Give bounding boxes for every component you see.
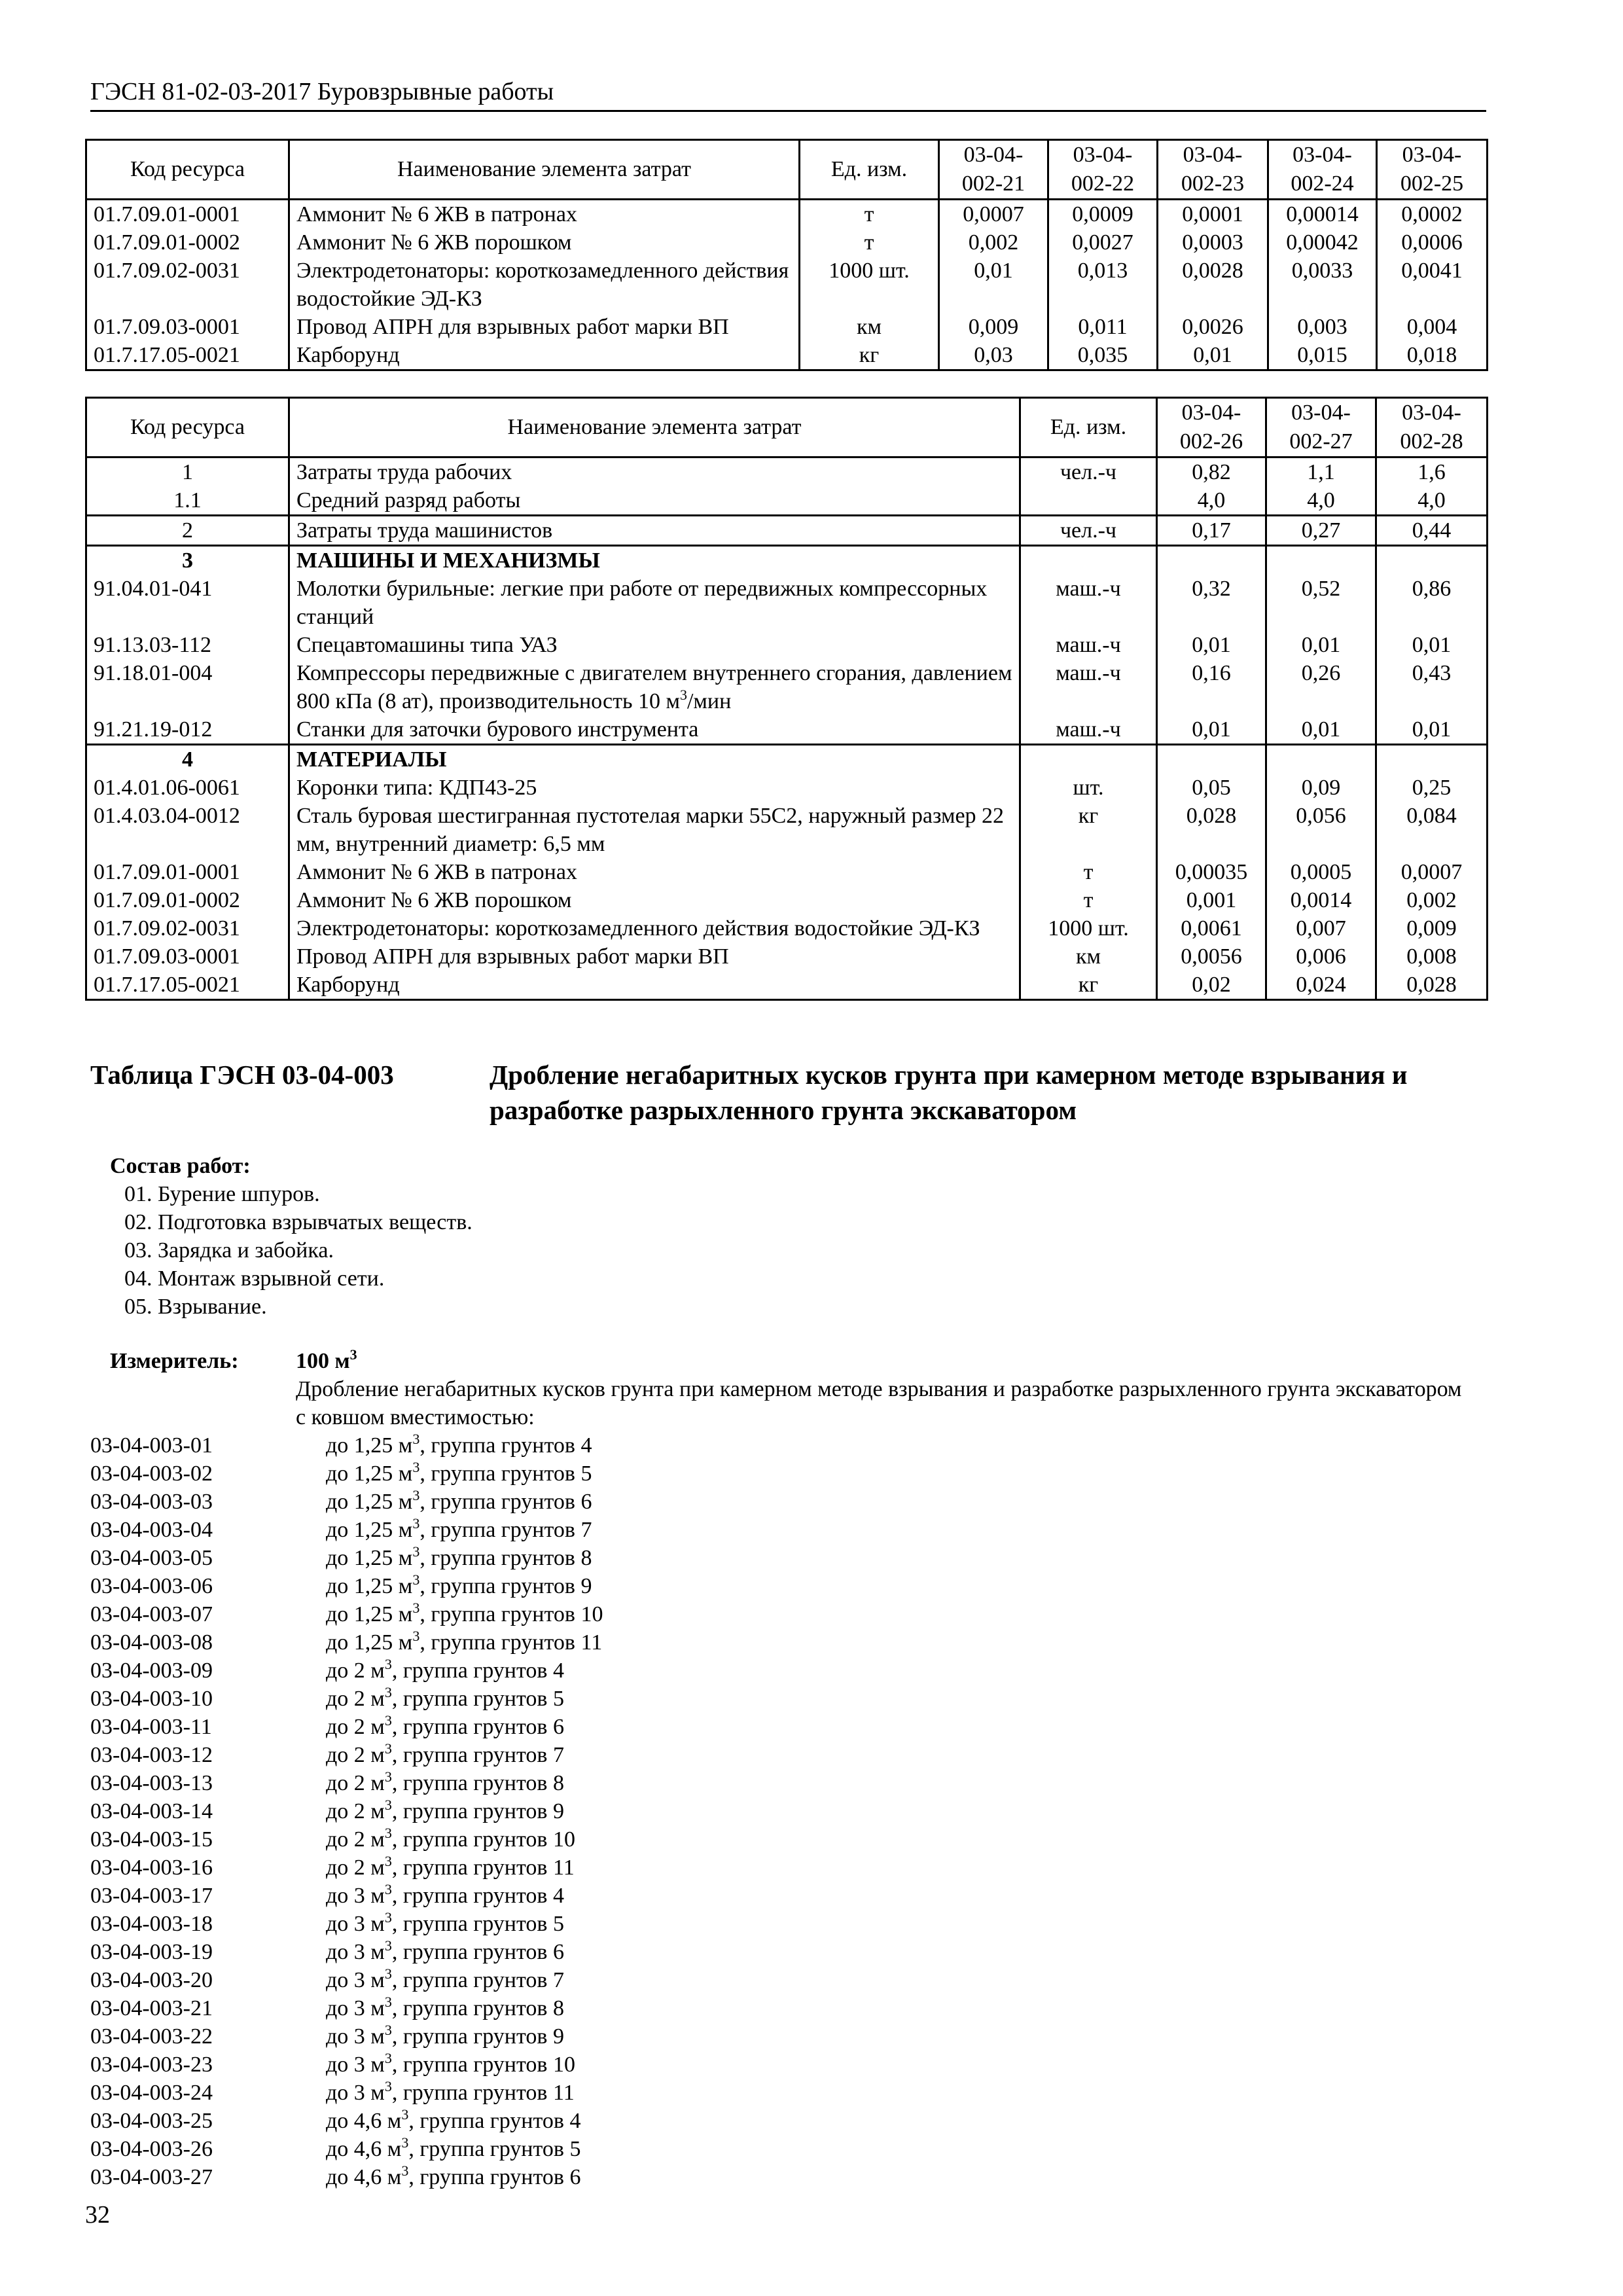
cell-name: Затраты труда машинистов bbox=[289, 516, 1020, 546]
cell-code: 91.13.03-112 bbox=[86, 631, 289, 659]
cell-value: 1,6 bbox=[1376, 457, 1488, 487]
cell-value: 0,01 bbox=[939, 257, 1048, 313]
norm-code-row bbox=[90, 1797, 603, 1825]
table-row bbox=[86, 575, 1488, 631]
norm-code-row bbox=[90, 2022, 603, 2051]
cell-name: МАТЕРИАЛЫ bbox=[289, 745, 1020, 774]
cell-unit: шт. bbox=[1020, 774, 1157, 802]
norm-code: 03-04-003-10 bbox=[90, 1687, 213, 1711]
cell-value: 0,0007 bbox=[939, 200, 1048, 229]
norm-code-description: до 2 $м^3$, группа грунтов 5 bbox=[326, 1684, 564, 1711]
cell-code: 01.7.17.05-0021 bbox=[86, 971, 289, 1000]
norm-code-row bbox=[90, 2163, 603, 2191]
table-row bbox=[86, 971, 1488, 1000]
table-row bbox=[86, 745, 1488, 774]
table-row bbox=[86, 546, 1488, 575]
cell-value bbox=[1266, 745, 1376, 774]
cell-value: 0,00014 bbox=[1268, 200, 1377, 229]
cell-value: 0,0056 bbox=[1157, 942, 1266, 971]
cell-name: МАШИНЫ И МЕХАНИЗМЫ bbox=[289, 546, 1020, 575]
norm-code: 03-04-003-03 bbox=[90, 1490, 213, 1514]
cell-value: 0,52 bbox=[1266, 575, 1376, 631]
norm-code-row bbox=[90, 1769, 603, 1797]
cell-unit: т bbox=[800, 200, 939, 229]
cell-value: 0,0026 bbox=[1158, 313, 1268, 341]
cell-name: Электродетонаторы: короткозамедленного действия водостойкие ЭД-КЗ bbox=[289, 914, 1020, 942]
norm-code-description: до 3 $м^3$, группа грунтов 8 bbox=[326, 1994, 564, 2020]
cell-value: 0,0003 bbox=[1158, 228, 1268, 257]
norm-code-description: до 1,25 $м^3$, группа грунтов 8 bbox=[326, 1543, 592, 1570]
norm-code: 03-04-003-16 bbox=[90, 1856, 213, 1880]
norm-code: 03-04-003-08 bbox=[90, 1630, 213, 1655]
cell-value: 0,01 bbox=[1266, 715, 1376, 745]
cell-value: 1,1 bbox=[1266, 457, 1376, 487]
cell-name: Спецавтомашины типа УАЗ bbox=[289, 631, 1020, 659]
cell-code: 01.7.17.05-0021 bbox=[86, 341, 289, 370]
cell-value bbox=[1266, 546, 1376, 575]
cell-value: 0,0028 bbox=[1158, 257, 1268, 313]
cell-name: Провод АПРН для взрывных работ марки ВП bbox=[289, 313, 800, 341]
section-operators bbox=[86, 516, 1488, 546]
cell-unit: чел.-ч bbox=[1020, 457, 1157, 487]
cell-value: 0,00042 bbox=[1268, 228, 1377, 257]
norm-code: 03-04-003-24 bbox=[90, 2081, 213, 2105]
cell-unit bbox=[1020, 546, 1157, 575]
cell-code: 01.7.09.02-0031 bbox=[86, 257, 289, 313]
cell-value: 0,86 bbox=[1376, 575, 1488, 631]
cell-value: 0,007 bbox=[1266, 914, 1376, 942]
cell-value: 0,0033 bbox=[1268, 257, 1377, 313]
header-code: Код ресурса bbox=[86, 140, 289, 200]
cell-value: 0,01 bbox=[1376, 715, 1488, 745]
norm-code-description: до 2 $м^3$, группа грунтов 10 bbox=[326, 1825, 575, 1852]
cell-value bbox=[1157, 546, 1266, 575]
cell-value: 0,001 bbox=[1157, 886, 1266, 914]
cell-value: 0,0027 bbox=[1048, 228, 1158, 257]
work-step: 01. Бурение шпуров. bbox=[124, 1182, 320, 1206]
norm-code: 03-04-003-20 bbox=[90, 1968, 213, 1992]
cell-value: 0,084 bbox=[1376, 802, 1488, 858]
norm-code-description: до 1,25 $м^3$, группа грунтов 6 bbox=[326, 1487, 592, 1514]
norm-code-row bbox=[90, 1854, 603, 1882]
cell-unit: маш.-ч bbox=[1020, 715, 1157, 745]
cell-value: 0,0002 bbox=[1377, 200, 1488, 229]
cell-unit: км bbox=[800, 313, 939, 341]
norm-code: 03-04-003-09 bbox=[90, 1659, 213, 1683]
norm-code: 03-04-003-02 bbox=[90, 1462, 213, 1486]
norm-code: 03-04-003-05 bbox=[90, 1546, 213, 1570]
norm-code-description: до 4,6 $м^3$, группа грунтов 4 bbox=[326, 2106, 581, 2133]
cell-value: 0,01 bbox=[1158, 341, 1268, 370]
norm-code-description: до 1,25 $м^3$, группа грунтов 4 bbox=[326, 1431, 592, 1458]
cell-unit: кг bbox=[1020, 802, 1157, 858]
norm-code-row bbox=[90, 1994, 603, 2022]
cell-value: 0,0005 bbox=[1266, 858, 1376, 886]
cell-code: 01.7.09.01-0001 bbox=[86, 200, 289, 229]
norm-code: 03-04-003-25 bbox=[90, 2109, 213, 2133]
cell-value: 0,008 bbox=[1376, 942, 1488, 971]
norm-code-row bbox=[90, 1460, 603, 1488]
norm-code-description: до 1,25 $м^3$, группа грунтов 11 bbox=[326, 1628, 603, 1655]
norm-code: 03-04-003-07 bbox=[90, 1602, 213, 1626]
cell-value: 0,011 bbox=[1048, 313, 1158, 341]
cell-unit bbox=[1020, 486, 1157, 516]
header-norm-col: 03-04- 002-23 bbox=[1158, 140, 1268, 200]
cell-code: 2 bbox=[86, 516, 289, 546]
norm-code: 03-04-003-13 bbox=[90, 1771, 213, 1795]
cell-value: 0,0009 bbox=[1048, 200, 1158, 229]
norm-code: 03-04-003-15 bbox=[90, 1827, 213, 1852]
cell-value: 0,006 bbox=[1266, 942, 1376, 971]
cell-value: 0,82 bbox=[1157, 457, 1266, 487]
cell-value: 0,44 bbox=[1376, 516, 1488, 546]
cell-unit: т bbox=[1020, 886, 1157, 914]
cell-name: Средний разряд работы bbox=[289, 486, 1020, 516]
norm-code-description: до 3 $м^3$, группа грунтов 10 bbox=[326, 2050, 575, 2077]
norm-code-description: до 1,25 $м^3$, группа грунтов 5 bbox=[326, 1459, 592, 1486]
cell-value: 0,028 bbox=[1376, 971, 1488, 1000]
table-header-row bbox=[86, 398, 1488, 457]
cell-value: 0,32 bbox=[1157, 575, 1266, 631]
norm-code: 03-04-003-17 bbox=[90, 1884, 213, 1908]
resource-table-1 bbox=[85, 139, 1488, 371]
norm-code: 03-04-003-19 bbox=[90, 1940, 213, 1964]
cell-value: 0,009 bbox=[1376, 914, 1488, 942]
work-composition-label: Состав работ: bbox=[110, 1154, 251, 1178]
work-step: 03. Зарядка и забойка. bbox=[124, 1238, 334, 1263]
cell-code: 4 bbox=[86, 745, 289, 774]
cell-value: 0,003 bbox=[1268, 313, 1377, 341]
norm-code-description: до 3 $м^3$, группа грунтов 6 bbox=[326, 1937, 564, 1964]
cell-value: 0,009 bbox=[939, 313, 1048, 341]
cell-name: Затраты труда рабочих bbox=[289, 457, 1020, 487]
cell-code: 01.7.09.03-0001 bbox=[86, 942, 289, 971]
norm-code-row bbox=[90, 1544, 603, 1572]
norm-code-description: до 2 $м^3$, группа грунтов 6 bbox=[326, 1712, 564, 1739]
norm-code-description: до 2 $м^3$, группа грунтов 11 bbox=[326, 1853, 575, 1880]
measure-value: 100 $м^3$ bbox=[296, 1346, 357, 1373]
cell-unit: кг bbox=[800, 341, 939, 370]
table-number: Таблица ГЭСН 03-04-003 bbox=[90, 1060, 394, 1090]
cell-name: Аммонит № 6 ЖВ в патронах bbox=[289, 858, 1020, 886]
cell-value: 0,015 bbox=[1268, 341, 1377, 370]
table-title: Дробление негабаритных кусков грунта при камерном методе взрывания и разработке разрыхленного грунта экскаватором bbox=[490, 1060, 1408, 1125]
cell-value: 0,09 bbox=[1266, 774, 1376, 802]
cell-value: 0,00035 bbox=[1157, 858, 1266, 886]
cell-value: 0,01 bbox=[1157, 715, 1266, 745]
norm-code-row bbox=[90, 1741, 603, 1769]
work-composition bbox=[110, 1152, 473, 1321]
cell-unit: т bbox=[1020, 858, 1157, 886]
norm-code-row bbox=[90, 1431, 603, 1460]
norm-code-description: до 2 $м^3$, группа грунтов 4 bbox=[326, 1656, 564, 1683]
norm-code-description: до 2 $м^3$, группа грунтов 7 bbox=[326, 1740, 564, 1767]
cell-name: Коронки типа: КДП43-25 bbox=[289, 774, 1020, 802]
norm-code-row bbox=[90, 1966, 603, 1994]
norm-code-description: до 2 $м^3$, группа грунтов 8 bbox=[326, 1768, 564, 1795]
header-unit: Ед. изм. bbox=[1020, 398, 1157, 457]
cell-unit: маш.-ч bbox=[1020, 659, 1157, 715]
cell-unit: 1000 шт. bbox=[800, 257, 939, 313]
section-materials bbox=[86, 745, 1488, 1000]
cell-code: 1.1 bbox=[86, 486, 289, 516]
cell-unit bbox=[1020, 745, 1157, 774]
header-norm-col: 03-04- 002-22 bbox=[1048, 140, 1158, 200]
table-row bbox=[86, 631, 1488, 659]
cell-value: 0,056 bbox=[1266, 802, 1376, 858]
cell-name: Провод АПРН для взрывных работ марки ВП bbox=[289, 942, 1020, 971]
norm-code: 03-04-003-26 bbox=[90, 2137, 213, 2161]
cell-value: 0,26 bbox=[1266, 659, 1376, 715]
cell-value: 0,002 bbox=[1376, 886, 1488, 914]
norm-code-row bbox=[90, 1685, 603, 1713]
cell-value: 0,01 bbox=[1376, 631, 1488, 659]
norm-code-row bbox=[90, 2079, 603, 2107]
table-row bbox=[86, 858, 1488, 886]
cell-unit: кг bbox=[1020, 971, 1157, 1000]
norm-code-description: до 4,6 $м^3$, группа грунтов 6 bbox=[326, 2162, 581, 2189]
cell-value: 0,05 bbox=[1157, 774, 1266, 802]
norm-code-row bbox=[90, 1657, 603, 1685]
measure-description: Дробление негабаритных кусков грунта при камерном методе взрывания и разработке разрыхленного грунта экскаватором с ковшом вместимостью: bbox=[296, 1377, 1462, 1429]
cell-name: Молотки бурильные: легкие при работе от передвижных компрессорных станций bbox=[289, 575, 1020, 631]
norm-code-description: до 3 $м^3$, группа грунтов 4 bbox=[326, 1881, 564, 1908]
header-code: Код ресурса bbox=[86, 398, 289, 457]
norm-code-row bbox=[90, 1600, 603, 1628]
section-labor bbox=[86, 457, 1488, 516]
norm-code-description: до 3 $м^3$, группа грунтов 11 bbox=[326, 2078, 575, 2105]
page-number: 32 bbox=[85, 2201, 110, 2229]
cell-value: 0,013 bbox=[1048, 257, 1158, 313]
cell-value: 4,0 bbox=[1157, 486, 1266, 516]
header-unit: Ед. изм. bbox=[800, 140, 939, 200]
cell-value bbox=[1376, 745, 1488, 774]
norm-code-row bbox=[90, 1938, 603, 1966]
header-norm-col: 03-04- 002-26 bbox=[1157, 398, 1266, 457]
norm-code: 03-04-003-21 bbox=[90, 1996, 213, 2020]
cell-code: 1 bbox=[86, 457, 289, 487]
norm-code-row bbox=[90, 2051, 603, 2079]
table-row bbox=[86, 774, 1488, 802]
cell-value: 0,0006 bbox=[1377, 228, 1488, 257]
cell-code: 01.7.09.01-0001 bbox=[86, 858, 289, 886]
table-row bbox=[86, 313, 1488, 341]
norm-code-row bbox=[90, 1516, 603, 1544]
norm-code-description: до 3 $м^3$, группа грунтов 5 bbox=[326, 1909, 564, 1936]
cell-value: 0,028 bbox=[1157, 802, 1266, 858]
table-row bbox=[86, 486, 1488, 516]
header-norm-col: 03-04- 002-21 bbox=[939, 140, 1048, 200]
cell-code: 01.7.09.03-0001 bbox=[86, 313, 289, 341]
norm-code: 03-04-003-11 bbox=[90, 1715, 212, 1739]
cell-value: 0,004 bbox=[1377, 313, 1488, 341]
header-name: Наименование элемента затрат bbox=[289, 140, 800, 200]
cell-name: Аммонит № 6 ЖВ в патронах bbox=[289, 200, 800, 229]
norm-code-row bbox=[90, 1882, 603, 1910]
table-row bbox=[86, 257, 1488, 313]
section-machines bbox=[86, 546, 1488, 745]
cell-code: 01.7.09.02-0031 bbox=[86, 914, 289, 942]
cell-name: Компрессоры передвижные с двигателем внутреннего сгорания, давлением 800 кПа (8 ат), производительность 10 $м^3$/мин bbox=[289, 659, 1020, 715]
table-row bbox=[86, 341, 1488, 370]
cell-name: Электродетонаторы: короткозамедленного действия водостойкие ЭД-КЗ bbox=[289, 257, 800, 313]
norm-code-description: до 1,25 $м^3$, группа грунтов 7 bbox=[326, 1515, 592, 1542]
table-row bbox=[86, 659, 1488, 715]
cell-value bbox=[1157, 745, 1266, 774]
cell-value: 0,16 bbox=[1157, 659, 1266, 715]
cell-unit: км bbox=[1020, 942, 1157, 971]
norm-code-description: до 2 $м^3$, группа грунтов 9 bbox=[326, 1797, 564, 1823]
cell-value: 0,0001 bbox=[1158, 200, 1268, 229]
cell-code: 01.7.09.01-0002 bbox=[86, 228, 289, 257]
table-row bbox=[86, 715, 1488, 745]
norm-code-row bbox=[90, 1713, 603, 1741]
norm-code: 03-04-003-23 bbox=[90, 2053, 213, 2077]
cell-value: 0,02 bbox=[1157, 971, 1266, 1000]
header-norm-col: 03-04- 002-28 bbox=[1376, 398, 1488, 457]
measure-label: Измеритель: bbox=[110, 1349, 239, 1373]
cell-value: 0,25 bbox=[1376, 774, 1488, 802]
norm-code: 03-04-003-14 bbox=[90, 1799, 213, 1823]
cell-name: Аммонит № 6 ЖВ порошком bbox=[289, 886, 1020, 914]
cell-value: 0,035 bbox=[1048, 341, 1158, 370]
cell-value: 0,018 bbox=[1377, 341, 1488, 370]
table-row bbox=[86, 914, 1488, 942]
norm-code-row bbox=[90, 1825, 603, 1854]
table-row bbox=[86, 516, 1488, 546]
table-row bbox=[86, 886, 1488, 914]
running-header: ГЭСН 81-02-03-2017 Буровзрывные работы bbox=[90, 76, 1486, 112]
resource-table-2 bbox=[85, 397, 1488, 1001]
cell-name: Аммонит № 6 ЖВ порошком bbox=[289, 228, 800, 257]
cell-value: 0,0041 bbox=[1377, 257, 1488, 313]
cell-value bbox=[1376, 546, 1488, 575]
norm-code-row bbox=[90, 1488, 603, 1516]
cell-value: 0,024 bbox=[1266, 971, 1376, 1000]
norm-code-description: до 3 $м^3$, группа грунтов 9 bbox=[326, 2022, 564, 2049]
norm-code-description: до 1,25 $м^3$, группа грунтов 9 bbox=[326, 1571, 592, 1598]
cell-value: 0,01 bbox=[1266, 631, 1376, 659]
cell-code: 91.18.01-004 bbox=[86, 659, 289, 715]
work-step: 05. Взрывание. bbox=[124, 1295, 267, 1319]
cell-code: 91.04.01-041 bbox=[86, 575, 289, 631]
cell-value: 0,0061 bbox=[1157, 914, 1266, 942]
norm-code-row bbox=[90, 1572, 603, 1600]
cell-code: 3 bbox=[86, 546, 289, 575]
cell-value: 0,03 bbox=[939, 341, 1048, 370]
header-norm-col: 03-04- 002-24 bbox=[1268, 140, 1377, 200]
cell-code: 01.7.09.01-0002 bbox=[86, 886, 289, 914]
norm-code: 03-04-003-12 bbox=[90, 1743, 213, 1767]
work-step: 02. Подготовка взрывчатых веществ. bbox=[124, 1210, 473, 1234]
cell-name: Станки для заточки бурового инструмента bbox=[289, 715, 1020, 745]
cell-name: Сталь буровая шестигранная пустотелая марки 55С2, наружный размер 22 мм, внутренний диаметр: 6,5 мм bbox=[289, 802, 1020, 858]
norm-code-description: до 1,25 $м^3$, группа грунтов 10 bbox=[326, 1600, 603, 1626]
cell-value: 0,27 bbox=[1266, 516, 1376, 546]
norm-code-description: до 3 $м^3$, группа грунтов 7 bbox=[326, 1965, 564, 1992]
norm-code-description: до 4,6 $м^3$, группа грунтов 5 bbox=[326, 2134, 581, 2161]
cell-value: 0,0014 bbox=[1266, 886, 1376, 914]
norm-code: 03-04-003-04 bbox=[90, 1518, 213, 1542]
header-norm-col: 03-04- 002-27 bbox=[1266, 398, 1376, 457]
cell-code: 01.4.03.04-0012 bbox=[86, 802, 289, 858]
cell-name: Карборунд bbox=[289, 341, 800, 370]
table-row bbox=[86, 228, 1488, 257]
header-norm-col: 03-04- 002-25 bbox=[1377, 140, 1488, 200]
cell-value: 0,17 bbox=[1157, 516, 1266, 546]
norm-code-list bbox=[90, 1431, 603, 2191]
cell-value: 4,0 bbox=[1376, 486, 1488, 516]
norm-code-row bbox=[90, 2107, 603, 2135]
table-header-row bbox=[86, 140, 1488, 200]
table-row bbox=[86, 457, 1488, 487]
table-row bbox=[86, 942, 1488, 971]
cell-value: 0,0007 bbox=[1376, 858, 1488, 886]
cell-value: 0,002 bbox=[939, 228, 1048, 257]
cell-value: 0,01 bbox=[1157, 631, 1266, 659]
cell-unit: маш.-ч bbox=[1020, 575, 1157, 631]
norm-code-row bbox=[90, 1910, 603, 1938]
norm-code: 03-04-003-01 bbox=[90, 1433, 213, 1458]
cell-value: 0,43 bbox=[1376, 659, 1488, 715]
norm-code: 03-04-003-18 bbox=[90, 1912, 213, 1936]
norm-code-row bbox=[90, 1628, 603, 1657]
cell-code: 01.4.01.06-0061 bbox=[86, 774, 289, 802]
cell-name: Карборунд bbox=[289, 971, 1020, 1000]
cell-unit: 1000 шт. bbox=[1020, 914, 1157, 942]
norm-code: 03-04-003-06 bbox=[90, 1574, 213, 1598]
cell-unit: чел.-ч bbox=[1020, 516, 1157, 546]
cell-unit: т bbox=[800, 228, 939, 257]
cell-code: 91.21.19-012 bbox=[86, 715, 289, 745]
cell-value: 4,0 bbox=[1266, 486, 1376, 516]
table-row bbox=[86, 802, 1488, 858]
norm-code: 03-04-003-22 bbox=[90, 2024, 213, 2049]
work-step: 04. Монтаж взрывной сети. bbox=[124, 1266, 385, 1291]
table-row bbox=[86, 200, 1488, 229]
norm-code-row bbox=[90, 2135, 603, 2163]
norm-code: 03-04-003-27 bbox=[90, 2165, 213, 2189]
header-name: Наименование элемента затрат bbox=[289, 398, 1020, 457]
cell-unit: маш.-ч bbox=[1020, 631, 1157, 659]
